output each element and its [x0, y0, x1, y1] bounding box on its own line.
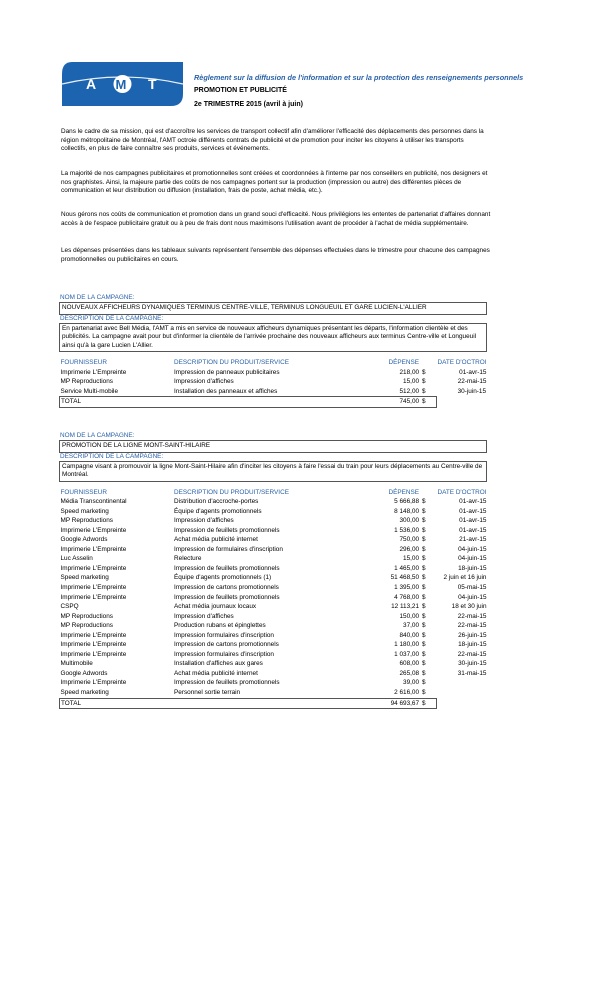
- currency-cell: $: [422, 517, 426, 525]
- intro-paragraph: Les dépenses présentées dans les tableaux suivants représentent l'ensemble des dépenses effectuées dans le trimestre pour chacune des campagnes promotionnelles ou publicitaires en cours.: [61, 247, 490, 263]
- col-expense: DÉPENSE: [388, 488, 420, 496]
- date-cell: 04-juin-15: [458, 593, 487, 601]
- desc-cell: Impression de cartons promotionnels: [174, 641, 279, 649]
- date-cell: 05-mai-15: [457, 583, 487, 591]
- table-row: [60, 516, 487, 526]
- amount-cell: 1 037,00: [394, 650, 420, 658]
- desc-cell: Impression d'affiches: [174, 517, 234, 525]
- desc-cell: Équipe d'agents promotionnels: [174, 507, 262, 515]
- currency-cell: $: [422, 368, 426, 376]
- currency-cell: $: [422, 583, 426, 591]
- currency-cell: $: [422, 378, 426, 386]
- amount-cell: 296,00: [399, 545, 420, 553]
- table-row: [60, 507, 487, 517]
- amount-cell: 39,00: [403, 679, 420, 687]
- table-row: [60, 650, 487, 660]
- date-cell: 30-juin-15: [457, 387, 486, 395]
- amount-cell: 51 468,50: [390, 574, 420, 582]
- currency-cell: $: [422, 498, 426, 506]
- total-row: [60, 397, 487, 408]
- table-header-row: [60, 488, 487, 498]
- desc-cell: Impression de feuillets promotionnels: [174, 593, 280, 601]
- table-row: [60, 377, 487, 387]
- amount-cell: 2 616,00: [394, 688, 420, 696]
- table-row: [60, 678, 487, 688]
- amount-cell: 4 768,00: [394, 593, 420, 601]
- currency-cell: $: [422, 545, 426, 553]
- campaign-description: En partenariat avec Bell Média, l'AMT a mis en service de nouveaux afficheurs dynamiques présentant les départs, l'information clientèle et des publicités. La campagne avait pour but d'informer la clientèle de l'arrivée prochaine des nouveaux afficheurs aux terminus Centre-ville et Longueuil ainsi qu'à la gare Lucien L'Allier.: [59, 323, 487, 353]
- currency-cell: $: [422, 641, 426, 649]
- desc-cell: Impression de feuillets promotionnels: [174, 526, 280, 534]
- table-row: [60, 602, 487, 612]
- campaign-desc-label: DESCRIPTION DE LA CAMPAGNE:: [60, 452, 164, 460]
- date-cell: 31-mai-15: [457, 669, 487, 677]
- total-label: TOTAL: [60, 397, 174, 408]
- regulation-subtitle: Règlement sur la diffusion de l'information et sur la protection des renseignements personnels: [194, 73, 524, 82]
- supplier-cell: Speed marketing: [60, 574, 109, 582]
- desc-cell: Impression d'affiches: [174, 612, 234, 620]
- date-cell: 01-avr-15: [459, 526, 487, 534]
- table-row: [60, 545, 487, 555]
- date-cell: 22-mai-15: [457, 650, 487, 658]
- supplier-cell: Imprimerie L'Empreinte: [60, 526, 127, 534]
- supplier-cell: Multimobile: [60, 660, 93, 668]
- amount-cell: 1 465,00: [394, 564, 420, 572]
- table-row: [60, 497, 487, 507]
- currency-cell: $: [422, 603, 426, 611]
- total-label: TOTAL: [60, 698, 174, 709]
- amount-cell: 265,08: [399, 669, 420, 677]
- table-row: [60, 554, 487, 564]
- supplier-cell: Imprimerie L'Empreinte: [60, 641, 127, 649]
- date-cell: 18-juin-15: [458, 641, 487, 649]
- amount-cell: 1 536,00: [394, 526, 420, 534]
- period-label: 2e TRIMESTRE 2015 (avril à juin): [194, 101, 303, 108]
- intro-paragraph: Nous gérons nos coûts de communication et promotion dans un grand souci d'efficacité. Nous privilégions les ententes de partenariat d'affaires donnant accès à de l'espace publicitaire gratuit ou à peu de frais dont nous maximisons l'utilisation avant de procéder à l'achat de média supplémentaire.: [61, 211, 491, 227]
- supplier-cell: MP Reproductions: [60, 622, 113, 630]
- amount-cell: 512,00: [399, 387, 420, 395]
- campaign-name: PROMOTION DE LA LIGNE MONT-SAINT-HILAIRE: [59, 440, 487, 453]
- currency-cell: $: [422, 387, 426, 395]
- desc-cell: Achat média journaux locaux: [174, 603, 257, 611]
- desc-cell: Impression de cartons promotionnels: [174, 583, 279, 591]
- table-row: [60, 535, 487, 545]
- amount-cell: 12 113,21: [391, 603, 420, 611]
- supplier-cell: Média Transcontinental: [60, 498, 127, 506]
- table-row: [60, 583, 487, 593]
- currency-cell: $: [422, 660, 426, 668]
- date-cell: 04-juin-15: [458, 555, 487, 563]
- currency-cell: $: [422, 593, 426, 601]
- campaign-section: [59, 432, 487, 709]
- table-row: [60, 640, 487, 650]
- table-row: [60, 368, 487, 378]
- amount-cell: 150,00: [399, 612, 420, 620]
- desc-cell: Personnel sortie terrain: [174, 688, 241, 696]
- col-supplier: FOURNISSEUR: [60, 488, 108, 496]
- col-description: DESCRIPTION DU PRODUIT/SERVICE: [174, 488, 289, 496]
- svg-text:T: T: [148, 76, 157, 92]
- date-cell: 30-juin-15: [458, 660, 487, 668]
- amount-cell: 1 180,00: [394, 641, 420, 649]
- supplier-cell: Imprimerie L'Empreinte: [60, 650, 127, 658]
- desc-cell: Impression de panneaux publicitaires: [174, 368, 280, 376]
- expense-table: [59, 488, 487, 710]
- campaign-name-label: NOM DE LA CAMPAGNE:: [60, 432, 135, 439]
- desc-cell: Achat média publicité internet: [174, 669, 258, 677]
- currency-cell: $: [422, 507, 426, 515]
- table-row: [60, 573, 487, 583]
- svg-text:A: A: [86, 76, 97, 92]
- col-date: DATE D'OCTROI: [437, 488, 487, 496]
- supplier-cell: Google Adwords: [60, 536, 108, 544]
- date-cell: 22-mai-15: [457, 622, 487, 630]
- supplier-cell: Imprimerie L'Empreinte: [60, 545, 127, 553]
- amount-cell: 218,00: [399, 368, 420, 376]
- table-header-row: [60, 358, 487, 368]
- currency-cell: $: [422, 631, 426, 639]
- currency-cell: $: [422, 669, 426, 677]
- table-row: [60, 387, 487, 397]
- supplier-cell: Speed marketing: [60, 507, 109, 515]
- currency-cell: $: [422, 650, 426, 658]
- table-row: [60, 688, 487, 698]
- table-row: [60, 593, 487, 603]
- amount-cell: 1 395,00: [394, 583, 420, 591]
- amount-cell: 15,00: [403, 555, 420, 563]
- desc-cell: Impression formulaires d'inscription: [174, 650, 274, 658]
- col-date: DATE D'OCTROI: [437, 359, 487, 366]
- table-row: [60, 621, 487, 631]
- col-description: DESCRIPTION DU PRODUIT/SERVICE: [174, 359, 289, 366]
- desc-cell: Installation d'affiches aux gares: [174, 660, 263, 668]
- date-cell: 01-avr-15: [459, 507, 487, 515]
- supplier-cell: Imprimerie L'Empreinte: [60, 583, 127, 591]
- amt-logo: [62, 62, 183, 106]
- total-row: [60, 698, 487, 709]
- date-cell: 22-mai-15: [457, 612, 487, 620]
- currency-cell: $: [419, 397, 436, 408]
- table-row: [60, 564, 487, 574]
- col-expense: DÉPENSE: [388, 359, 420, 366]
- desc-cell: Impression formulaires d'inscription: [174, 631, 274, 639]
- currency-cell: $: [422, 688, 426, 696]
- desc-cell: Impression de feuillets promotionnels: [174, 679, 280, 687]
- intro-paragraph: Dans le cadre de sa mission, qui est d'accroître les services de transport collectif afin d'améliorer l'efficacité des déplacements des personnes dans la région métropolitaine de Montréal, l'AMT octroie différents contrats de publicité et de promotion pour inciter les citoyens à utiliser les transports collectifs, en plus de faire connaître ses produits, services et événements.: [61, 128, 484, 153]
- currency-cell: $: [422, 612, 426, 620]
- desc-cell: Relecture: [174, 555, 202, 563]
- currency-cell: $: [422, 555, 426, 563]
- expense-table: [59, 358, 487, 408]
- supplier-cell: Service Multi-mobile: [60, 387, 119, 395]
- table-row: [60, 659, 487, 669]
- amount-cell: 5 666,88: [394, 498, 420, 506]
- table-row: [60, 612, 487, 622]
- desc-cell: Achat média publicité internet: [174, 536, 258, 544]
- date-cell: [436, 688, 486, 698]
- table-row: [60, 631, 487, 641]
- amount-cell: 750,00: [399, 536, 420, 544]
- amount-cell: 8 148,00: [394, 507, 420, 515]
- currency-cell: $: [422, 526, 426, 534]
- date-cell: 04-juin-15: [458, 545, 487, 553]
- col-supplier: FOURNISSEUR: [60, 359, 108, 366]
- date-cell: 21-avr-15: [459, 536, 487, 544]
- desc-cell: Distribution d'accroche-portes: [174, 498, 259, 506]
- currency-cell: $: [419, 698, 436, 709]
- intro-paragraph: La majorité de nos campagnes publicitaires et promotionnelles sont créées et coordonnées à l'interne par nos conseillers en publicité, nos designers et nos graphistes. Ainsi, la majeure partie des coûts de nos campagnes portent sur la production (impression ou autre) des différentes pièces de communication et leur distribution ou diffusion (installation, frais de poste, achat média, etc.).: [61, 170, 488, 195]
- desc-cell: Production rubans et épinglettes: [174, 622, 266, 630]
- desc-cell: Installation des panneaux et affiches: [174, 387, 278, 395]
- date-cell: 26-juin-15: [458, 631, 487, 639]
- amount-cell: 37,00: [403, 622, 420, 630]
- page-title: PROMOTION ET PUBLICITÉ: [194, 87, 287, 94]
- supplier-cell: Imprimerie L'Empreinte: [60, 631, 127, 639]
- currency-cell: $: [422, 536, 426, 544]
- table-row: [60, 526, 487, 536]
- svg-text:M: M: [115, 77, 127, 92]
- desc-cell: Impression de formulaires d'inscription: [174, 545, 283, 553]
- supplier-cell: Imprimerie L'Empreinte: [60, 679, 127, 687]
- date-cell: 01-avr-15: [459, 368, 487, 376]
- currency-cell: $: [422, 564, 426, 572]
- desc-cell: Impression d'affiches: [174, 378, 234, 386]
- date-cell: 22-mai-15: [457, 378, 487, 386]
- date-cell: 18-juin-15: [458, 564, 487, 572]
- supplier-cell: MP Reproductions: [60, 378, 113, 386]
- campaign-name-label: NOM DE LA CAMPAGNE:: [60, 294, 135, 301]
- amount-cell: 300,00: [399, 517, 420, 525]
- table-row: [60, 669, 487, 679]
- amount-cell: 840,00: [399, 631, 420, 639]
- supplier-cell: MP Reproductions: [60, 612, 113, 620]
- campaign-section: [59, 294, 487, 408]
- campaign-desc-label: DESCRIPTION DE LA CAMPAGNE:: [60, 314, 164, 322]
- supplier-cell: Imprimerie L'Empreinte: [60, 593, 127, 601]
- date-cell: [436, 678, 486, 688]
- amount-cell: 608,00: [399, 660, 420, 668]
- currency-cell: $: [422, 679, 426, 687]
- supplier-cell: Google Adwords: [60, 669, 108, 677]
- desc-cell: Impression de feuillets promotionnels: [174, 564, 280, 572]
- campaign-description: Campagne visant à promouvoir la ligne Mont-Saint-Hilaire afin d'inciter les citoyens à faire l'essai du train pour leurs déplacements au Centre-ville de Montréal.: [59, 461, 487, 482]
- desc-cell: Équipe d'agents promotionnels (1): [174, 574, 272, 582]
- currency-cell: $: [422, 622, 426, 630]
- supplier-cell: Imprimerie L'Empreinte: [60, 368, 127, 376]
- total-amount: 94 693,67: [343, 698, 420, 709]
- date-cell: 01-avr-15: [459, 517, 487, 525]
- supplier-cell: MP Reproductions: [60, 517, 113, 525]
- supplier-cell: Imprimerie L'Empreinte: [60, 564, 127, 572]
- campaign-name: NOUVEAUX AFFICHEURS DYNAMIQUES TERMINUS CENTRE-VILLE, TERMINUS LONGUEUIL ET GARE LUCIEN-L'ALLIER: [59, 302, 487, 315]
- date-cell: 18 et 30 juin: [451, 603, 487, 611]
- date-cell: 01-avr-15: [459, 498, 487, 506]
- total-amount: 745,00: [343, 397, 420, 408]
- currency-cell: $: [422, 574, 426, 582]
- amount-cell: 15,00: [403, 378, 420, 386]
- supplier-cell: Luc Asselin: [60, 555, 93, 563]
- supplier-cell: Speed marketing: [60, 688, 109, 696]
- supplier-cell: CSPQ: [60, 603, 79, 611]
- date-cell: 2 juin et 16 juin: [443, 574, 487, 582]
